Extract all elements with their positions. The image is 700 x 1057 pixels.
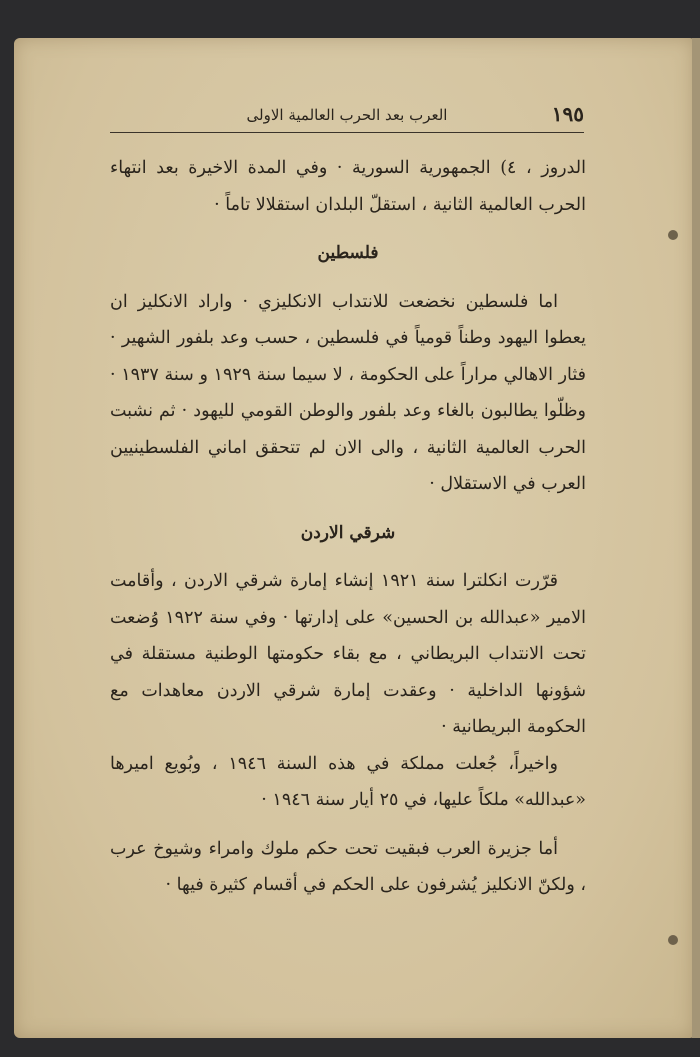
- binding-hole: [668, 935, 678, 945]
- paragraph: الدروز ، ٤) الجمهورية السورية · وفي المدة الاخيرة بعد انتهاء الحرب العالمية الثانية ، استقلّ البلدان استقلالا تاماً ·: [110, 158, 586, 215]
- page-edge: [692, 38, 700, 1038]
- running-title: العرب بعد الحرب العالمية الاولى: [246, 106, 448, 124]
- section-heading: شرقي الاردن: [300, 522, 396, 543]
- page-body: [110, 150, 586, 904]
- paragraph: اما فلسطين نخضعت للانتداب الانكليزي · واراد الانكليز ان يعطوا اليهود وطناً قومياً في فلسطين ، حسب وعد بلفور الشهير · فثار الاهالي مراراً على الحكومة ، لا سيما سنة ١٩٢٩ و سنة ١٩٣٧ · وظلّوا يطالبون بالغاء وعد بلفور والوطن القومي لليهود · ثم نشبت الحرب العالمية الثانية ، والى الان لم تتحقق اماني الفلسطينيين العرب في الاستقلال ·: [110, 291, 587, 494]
- paragraph: أما جزيرة العرب فبقيت تحت حكم ملوك وامراء وشيوخ عرب ، ولكنّ الانكليز يُشرفون على الحكم في أقسام كثيرة فيها ·: [110, 838, 586, 895]
- paragraph: واخيراً، جُعلت مملكة في هذه السنة ١٩٤٦ ، وبُويع اميرها «عبدالله» ملكاً عليها، في ٢٥ أيار سنة ١٩٤٦ ·: [110, 753, 586, 810]
- section-heading: فلسطين: [317, 243, 379, 263]
- paragraph: قرّرت انكلترا سنة ١٩٢١ إنشاء إمارة شرقي الاردن ، وأقامت الامير «عبدالله بن الحسين» على إدارتها · وفي سنة ١٩٢٢ وُضعت تحت الانتداب البريطاني ، مع بقاء حكومتها الوطنية مستقلة في شؤونها الداخلية · وعقدت إمارة شرقي الاردن معاهدات مع الحكومة البريطانية ·: [110, 571, 587, 737]
- running-header: [110, 96, 584, 133]
- page-number: ١٩٥: [551, 102, 584, 126]
- binding-hole: [668, 230, 678, 240]
